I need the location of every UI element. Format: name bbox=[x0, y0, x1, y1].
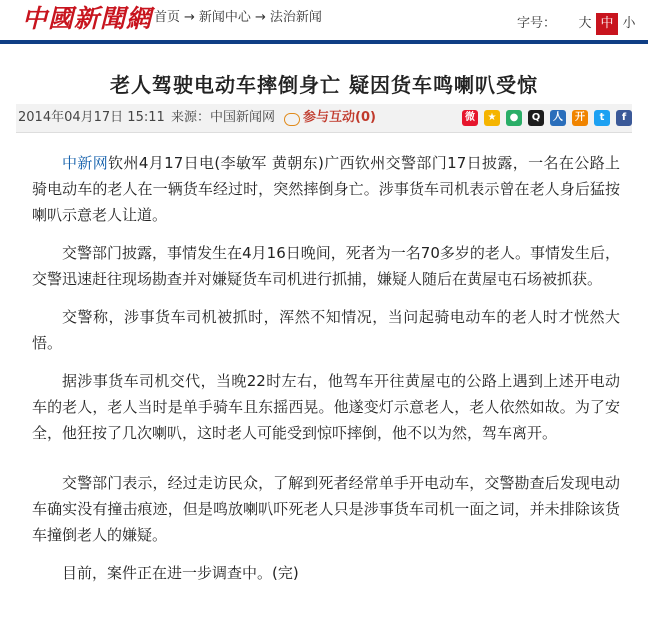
article-meta-bar bbox=[16, 104, 632, 133]
font-size-switcher bbox=[517, 12, 640, 36]
font-size-label: 字号： bbox=[516, 16, 556, 31]
article-paragraph: 交警称，涉事货车司机被抓时，浑然不知情况，当问起骑电动车的老人时才恍然大悟。 bbox=[32, 308, 620, 352]
interact-label: 参与互动(0) bbox=[303, 110, 376, 125]
font-size-medium-button[interactable]: 中 bbox=[596, 13, 618, 35]
breadcrumb-news-center[interactable]: 新闻中心 bbox=[198, 10, 251, 25]
comment-bubble-icon bbox=[284, 113, 300, 126]
wechat-icon[interactable]: ● bbox=[506, 110, 522, 126]
qq-icon[interactable]: Q bbox=[528, 110, 544, 126]
site-logo[interactable]: 中國新聞網 bbox=[22, 4, 153, 33]
facebook-icon[interactable]: f bbox=[616, 110, 632, 126]
breadcrumb-arrow-icon: → bbox=[254, 10, 266, 25]
article-paragraph: 交警部门表示，经过走访民众，了解到死者经常单手开电动车，交警勘查后发现电动车确实没有撞击痕迹，但是鸣放喇叭吓死老人只是涉事货车司机一面之词，并未排除该货车撞倒老人的嫌疑。 bbox=[32, 474, 620, 544]
breadcrumb-legal-news[interactable]: 法治新闻 bbox=[269, 10, 322, 25]
article-paragraph: 据涉事货车司机交代，当晚22时左右，他驾车开往黄屋屯的公路上遇到上述开电动车的老人，老人当时是单手骑车且东摇西晃。他遂变灯示意老人，老人依然如故。为了安全，他狂按了几次喇叭，这时老人可能受到惊吓摔倒，他不以为然，驾车离开。 bbox=[32, 372, 620, 442]
article-title: 老人驾驶电动车摔倒身亡 疑因货车鸣喇叭受惊 bbox=[110, 73, 538, 98]
breadcrumb-home[interactable]: 首页 bbox=[154, 10, 181, 25]
font-size-small-button[interactable]: 小 bbox=[622, 16, 636, 31]
share-bar bbox=[462, 110, 632, 126]
header-divider bbox=[0, 40, 648, 44]
publish-date: 2014年04月17日 15:11 bbox=[18, 110, 165, 125]
source-link[interactable]: 中新网 bbox=[62, 154, 109, 172]
article-paragraph: 目前，案件正在进一步调查中。(完) bbox=[62, 564, 299, 582]
weibo-icon[interactable]: 微 bbox=[462, 110, 478, 126]
twitter-icon[interactable]: t bbox=[594, 110, 610, 126]
breadcrumb-arrow-icon: → bbox=[184, 10, 195, 25]
article-paragraph: 交警部门披露，事情发生在4月16日晚间，死者为一名70多岁的老人。事情发生后，交警迅速赶往现场勘查并对嫌疑货车司机进行抓捕，嫌疑人随后在黄屋屯石场被抓获。 bbox=[32, 244, 620, 288]
breadcrumb bbox=[154, 9, 322, 27]
site-header bbox=[0, 0, 648, 40]
kaixin-icon[interactable]: 开 bbox=[572, 110, 588, 126]
article-source: 来源：中国新闻网 bbox=[171, 110, 276, 125]
font-size-large-button[interactable]: 大 bbox=[578, 16, 592, 31]
article-body bbox=[32, 150, 620, 598]
renren-icon[interactable]: 人 bbox=[550, 110, 566, 126]
article-paragraph: 中新网钦州4月17日电(李敏军 黄朝东)广西钦州交警部门17日披露，一名在公路上骑电动车的老人在一辆货车经过时，突然摔倒身亡。涉事货车司机表示曾在老人身后猛按喇叭示意老人让道。 bbox=[32, 154, 620, 224]
qzone-icon[interactable]: ★ bbox=[484, 110, 500, 126]
interact-link[interactable] bbox=[284, 104, 376, 132]
